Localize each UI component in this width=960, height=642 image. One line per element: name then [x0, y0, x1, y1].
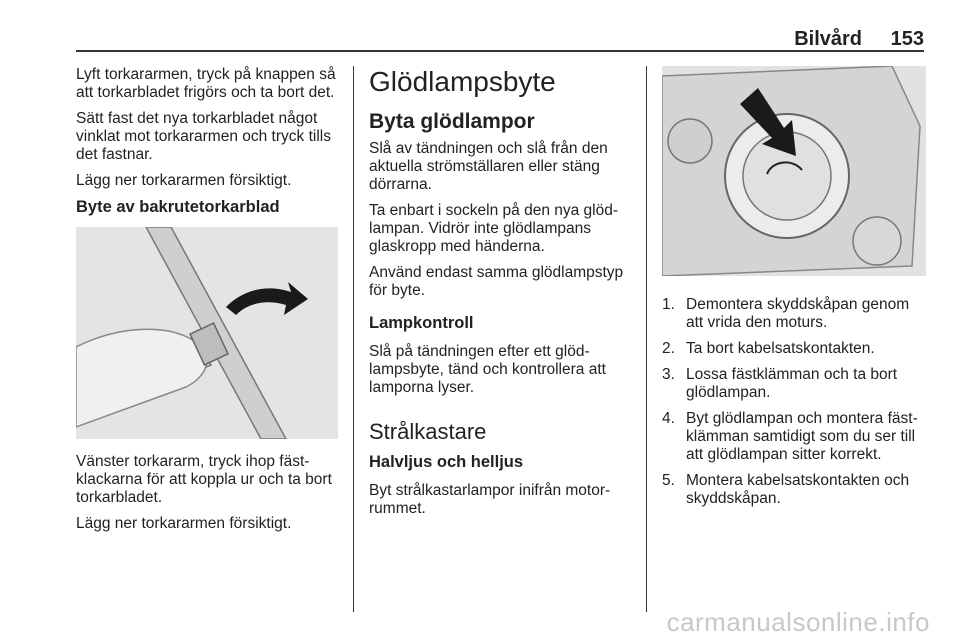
paragraph: Ta enbart i sockeln på den nya glödlampan. Vidrör inte glödlampans glaskropp med händerna. [369, 202, 619, 255]
instruction-list [662, 296, 928, 508]
left-column [76, 66, 342, 541]
right-column [662, 66, 928, 516]
header-rule [76, 50, 924, 52]
wiper-illustration [76, 227, 338, 439]
figure-caption: Vänster torkararm, tryck ihop fästklackarna för att koppla ur och ta bort torkarbladet. [76, 453, 332, 506]
subtitle: Byta glödlampor [369, 110, 535, 133]
paragraph: Slå av tändningen och slå från den aktuella strömställaren eller stäng dörrarna. [369, 140, 608, 193]
list-item: 1. Demontera skyddskåpan genom att vrida den moturs. [662, 296, 910, 331]
paragraph: Använd endast samma glödlampstyp för byte. [369, 264, 624, 299]
list-item: 4. Byt glödlampan och montera fästklämman samtidigt som du ser till att glödlampan sitter korrekt. [662, 410, 918, 463]
chapter-title: Glödlampsbyte [369, 66, 556, 97]
page-number: 153 [890, 28, 924, 50]
section-heading: Strålkastare [369, 419, 487, 444]
paragraph: Lyft torkararmen, tryck på knappen så att torkarbladet frigörs och ta bort det. [76, 66, 336, 101]
headlamp-icon [662, 66, 926, 276]
list-item: 5. Montera kabelsatskontakten och skyddskåpan. [662, 472, 910, 507]
paragraph: Lägg ner torkararmen försiktigt. [76, 515, 292, 532]
paragraph: Lägg ner torkararmen försiktigt. [76, 172, 292, 189]
column-divider-2 [646, 66, 647, 612]
subsection-heading: Halvljus och helljus [369, 453, 524, 471]
list-item: 3. Lossa fästklämman och ta bort glödlampan. [662, 366, 898, 401]
section-heading: Byte av bakrutetorkarblad [76, 198, 280, 216]
list-item: 2. Ta bort kabelsatskontakten. [662, 340, 875, 357]
section-heading: Lampkontroll [369, 314, 474, 332]
paragraph: Sätt fast det nya torkarbladet något vinklat mot torkararmen och tryck tills det fastnar. [76, 110, 331, 163]
wiper-arm-icon [76, 227, 338, 439]
paragraph: Slå på tändningen efter ett glödlampsbyte, tänd och kontrollera att lamporna lyser. [369, 343, 606, 396]
paragraph: Byt strålkastarlampor inifrån motorrummet. [369, 482, 611, 517]
column-divider-1 [353, 66, 354, 612]
middle-column [369, 66, 635, 526]
section-title: Bilvård [794, 28, 862, 50]
page-header [76, 28, 924, 52]
headlamp-illustration [662, 66, 926, 276]
watermark: carmanualsonline.info [666, 607, 930, 637]
